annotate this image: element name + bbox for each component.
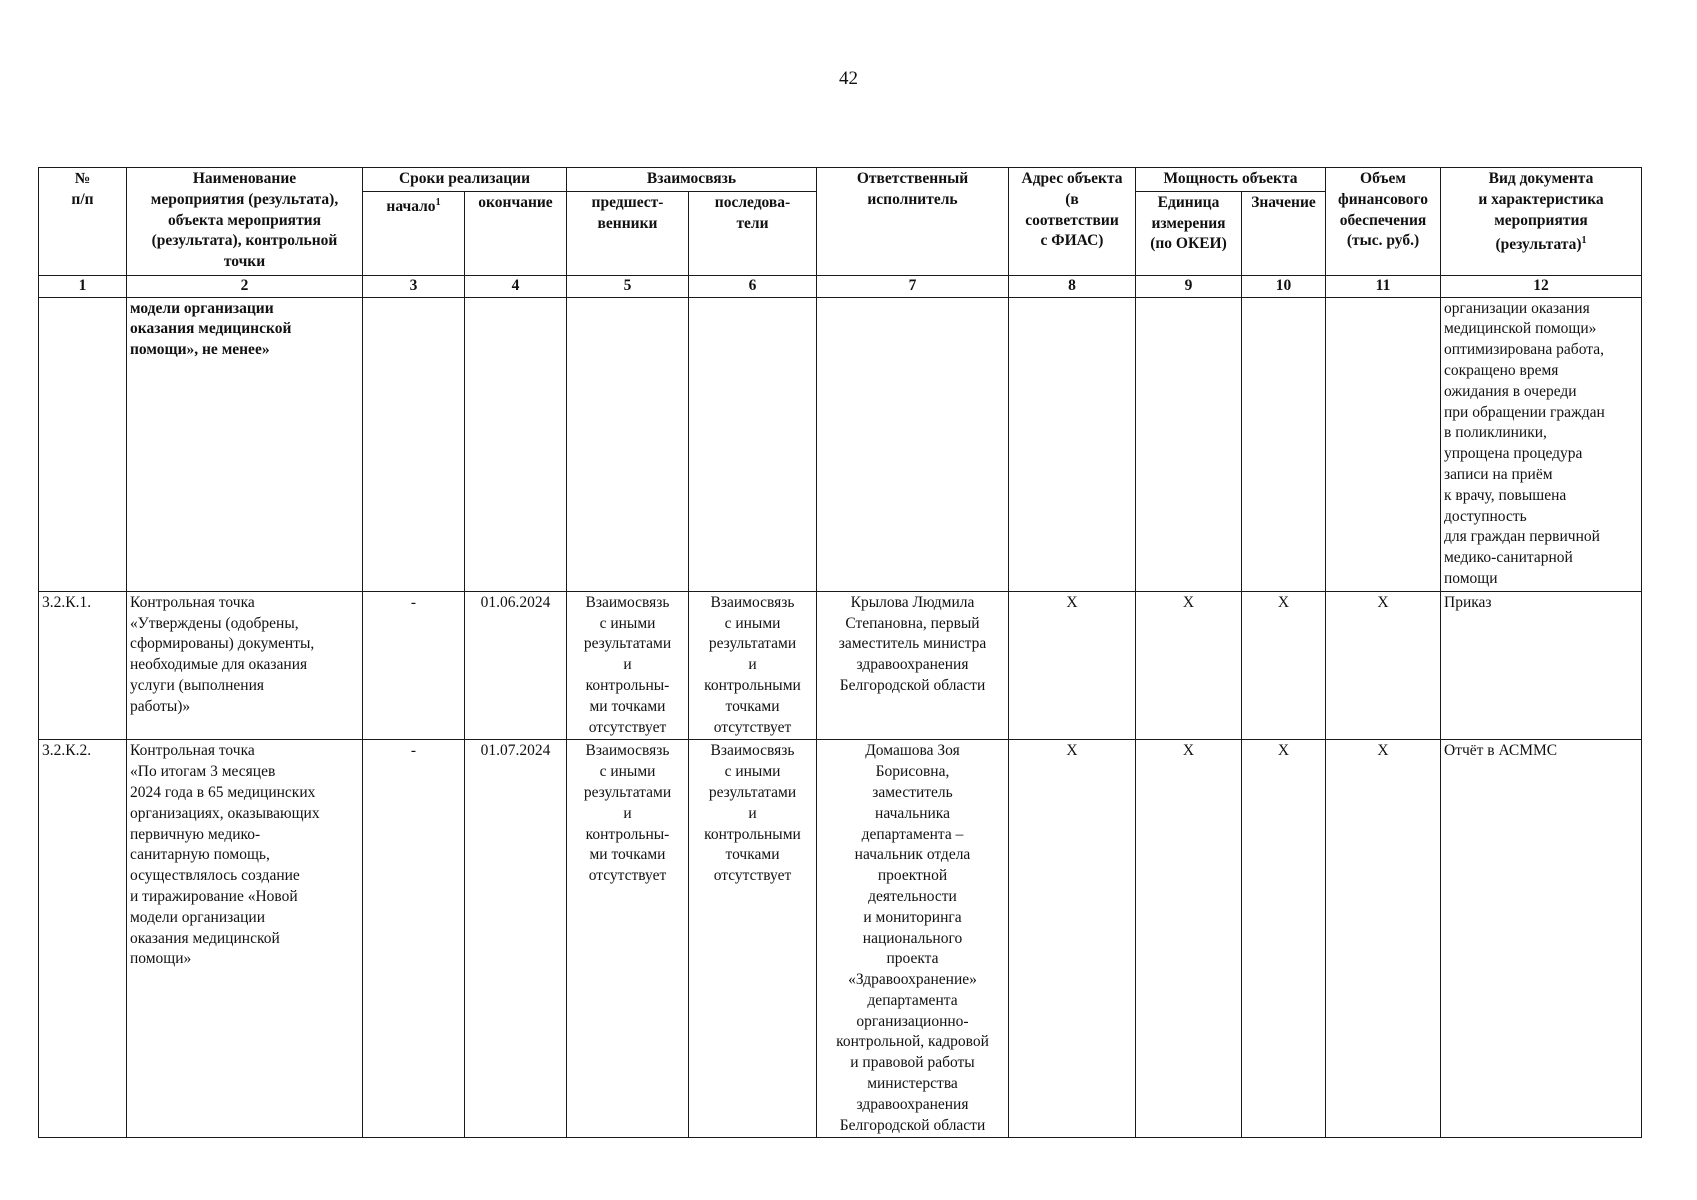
row-num — [39, 297, 127, 591]
col-number: 5 — [567, 275, 689, 297]
row-start: - — [363, 740, 465, 1138]
row-unit: Х — [1136, 740, 1242, 1138]
column-number-row — [39, 275, 1642, 297]
row-resp: Крылова Людмила Степановна, первый заместитель министра здравоохранения Белгородской области — [817, 591, 1009, 740]
row-doc: Приказ — [1441, 591, 1642, 740]
col-doc-header — [1441, 168, 1642, 276]
doc-type-footnote: 1 — [1581, 235, 1587, 247]
row-resp — [817, 297, 1009, 591]
table-row — [39, 297, 1642, 591]
row-address — [1009, 297, 1136, 591]
col-capacity-header: Мощность объекта — [1136, 168, 1326, 192]
row-resp: Домашова Зоя Борисовна, заместитель начальника департамента – начальник отдела проектной деятельности и мониторинга национального проекта «Здравоохранение» департамента организационно- контрольной, кадровой и правовой работы министерства здравоохранения Белгородской области — [817, 740, 1009, 1138]
row-pred: Взаимосвязь с иными результатами и контрольны- ми точками отсутствует — [567, 740, 689, 1138]
row-finance: Х — [1326, 740, 1441, 1138]
row-value: Х — [1242, 591, 1326, 740]
table-row — [39, 740, 1642, 1138]
row-start: - — [363, 591, 465, 740]
row-unit: Х — [1136, 591, 1242, 740]
col-number: 11 — [1326, 275, 1441, 297]
row-succ: Взаимосвязь с иными результатами и контрольными точками отсутствует — [689, 740, 817, 1138]
col-finance-header: Объем финансового обеспечения (тыс. руб.) — [1326, 168, 1441, 276]
row-end: 01.07.2024 — [465, 740, 567, 1138]
row-name: Контрольная точка «По итогам 3 месяцев 2024 года в 65 медицинских организациях, оказывающих первичную медико- санитарную помощь, осуществлялось создание и тиражирование «Новой модели организации оказания медицинской помощи» — [127, 740, 363, 1138]
col-number: 6 — [689, 275, 817, 297]
row-name: Контрольная точка «Утверждены (одобрены, сформированы) документы, необходимые для оказания услуги (выполнения работы)» — [127, 591, 363, 740]
col-number: 2 — [127, 275, 363, 297]
col-end-header: окончание — [465, 191, 567, 275]
row-address: Х — [1009, 740, 1136, 1138]
row-doc: Отчёт в АСММС — [1441, 740, 1642, 1138]
start-footnote: 1 — [435, 196, 441, 208]
col-number: 10 — [1242, 275, 1326, 297]
col-value-header: Значение — [1242, 191, 1326, 275]
row-pred — [567, 297, 689, 591]
col-responsible-header: Ответственный исполнитель — [817, 168, 1009, 276]
row-num: 3.2.К.1. — [39, 591, 127, 740]
row-num: 3.2.К.2. — [39, 740, 127, 1138]
row-end — [465, 297, 567, 591]
header-row-1 — [39, 168, 1642, 192]
row-doc: организации оказания медицинской помощи» оптимизирована работа, сокращено время ожидания в очереди при обращении граждан в поликлиники, упрощена процедура записи на приём к врачу, повышена доступность для граждан первичной медико-санитарной помощи — [1441, 297, 1642, 591]
row-finance — [1326, 297, 1441, 591]
col-number: 12 — [1441, 275, 1642, 297]
plan-table — [38, 167, 1642, 1138]
row-address: Х — [1009, 591, 1136, 740]
col-number: 9 — [1136, 275, 1242, 297]
col-number: 4 — [465, 275, 567, 297]
col-number: 3 — [363, 275, 465, 297]
doc-type-text: Вид документа и характеристика мероприятия (результата) — [1478, 170, 1604, 254]
col-unit-header: Единица измерения (по ОКЕИ) — [1136, 191, 1242, 275]
row-start — [363, 297, 465, 591]
col-relation-header: Взаимосвязь — [567, 168, 817, 192]
col-start-header — [363, 191, 465, 275]
table-row — [39, 591, 1642, 740]
col-succ-header: последова- тели — [689, 191, 817, 275]
row-succ — [689, 297, 817, 591]
col-pred-header: предшест- венники — [567, 191, 689, 275]
row-value: Х — [1242, 740, 1326, 1138]
row-succ: Взаимосвязь с иными результатами и контрольными точками отсутствует — [689, 591, 817, 740]
row-unit — [1136, 297, 1242, 591]
start-text: начало — [386, 197, 436, 215]
col-number: 1 — [39, 275, 127, 297]
col-number: 8 — [1009, 275, 1136, 297]
page-number: 42 — [839, 68, 858, 89]
col-num-header: № п/п — [39, 168, 127, 276]
row-pred: Взаимосвязь с иными результатами и контрольны- ми точками отсутствует — [567, 591, 689, 740]
col-terms-header: Сроки реализации — [363, 168, 567, 192]
row-name: модели организации оказания медицинской помощи», не менее» — [127, 297, 363, 591]
row-finance: Х — [1326, 591, 1441, 740]
row-end: 01.06.2024 — [465, 591, 567, 740]
col-address-header: Адрес объекта (в соответствии с ФИАС) — [1009, 168, 1136, 276]
col-number: 7 — [817, 275, 1009, 297]
col-name-header: Наименование мероприятия (результата), объекта мероприятия (результата), контрольной точки — [127, 168, 363, 276]
row-value — [1242, 297, 1326, 591]
